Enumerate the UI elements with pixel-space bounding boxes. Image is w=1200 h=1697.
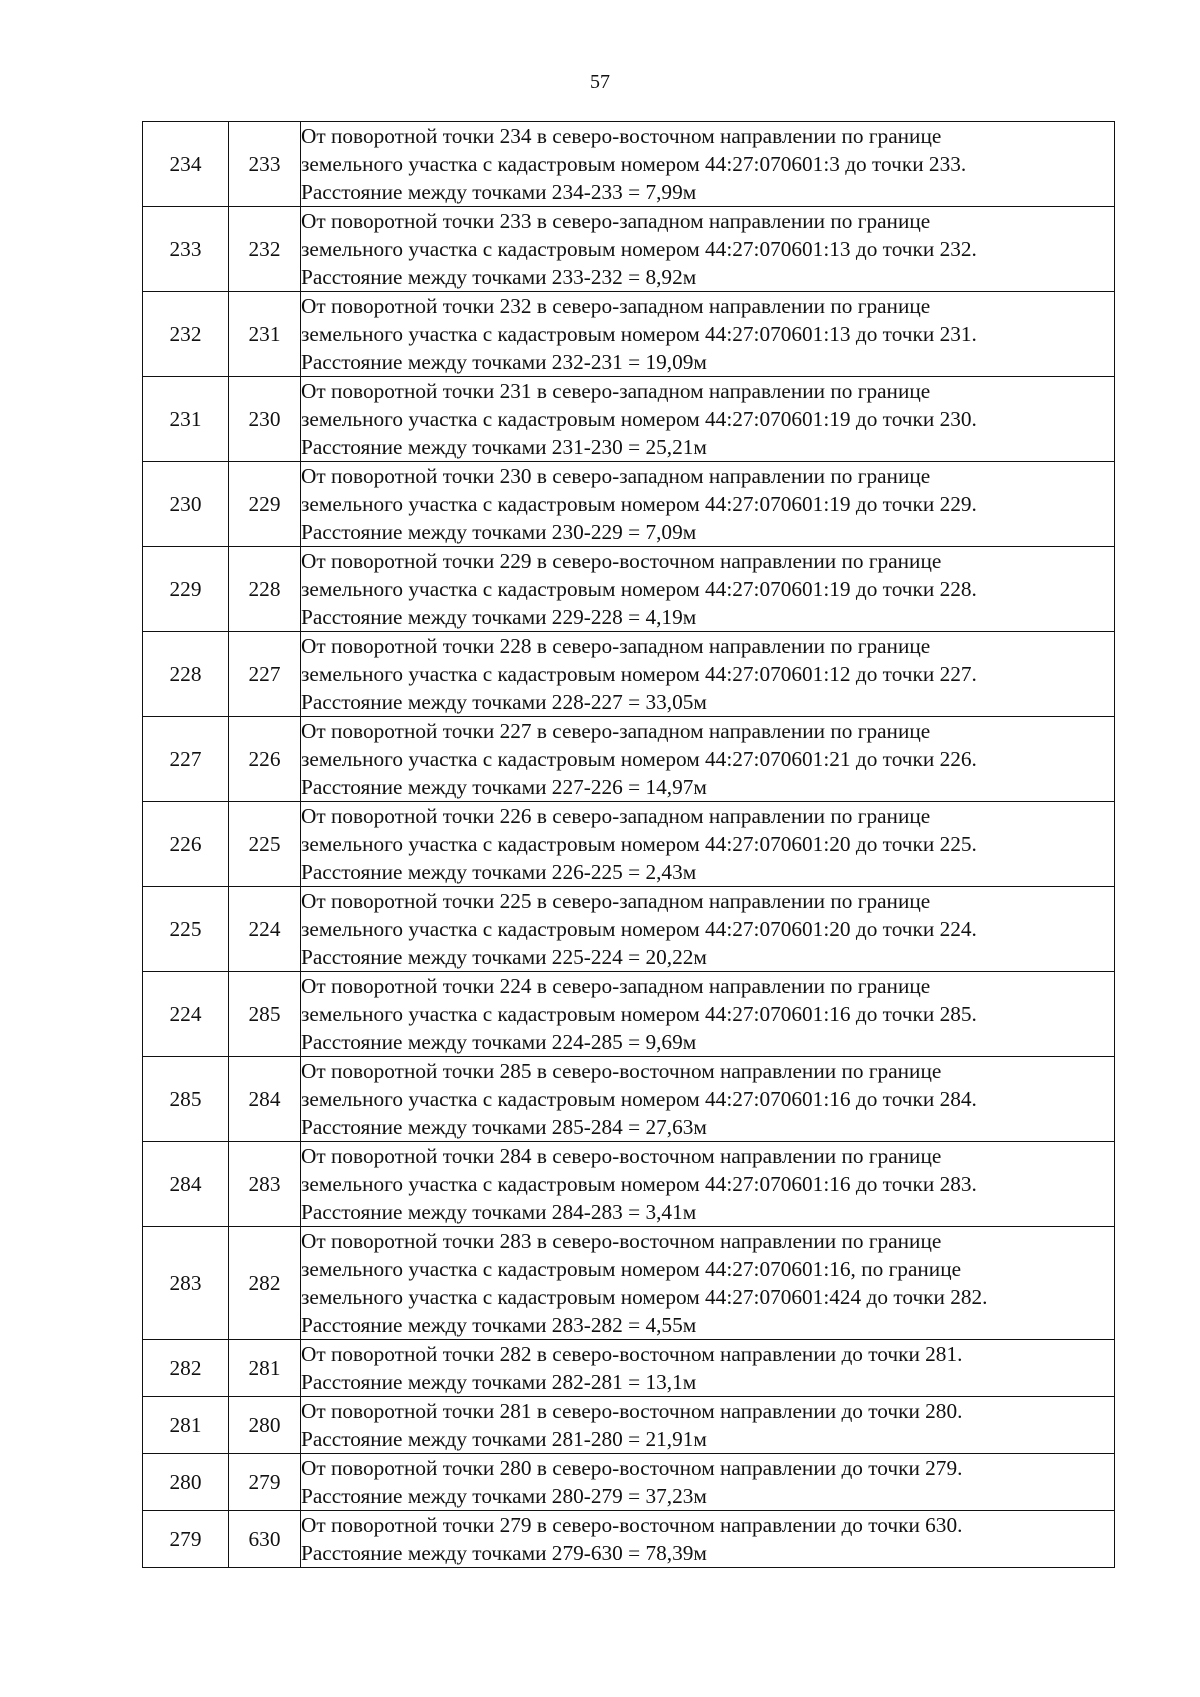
description-line: Расстояние между точками 281-280 = 21,91м (301, 1427, 707, 1451)
table-row (143, 462, 1115, 547)
segment-description-cell (301, 462, 1115, 547)
point-to-cell: 280 (229, 1397, 301, 1454)
point-from-cell: 281 (143, 1397, 229, 1454)
point-from-cell: 226 (143, 802, 229, 887)
description-line: земельного участка с кадастровым номером 44:27:070601:3 до точки 233. (301, 152, 967, 176)
table-row (143, 377, 1115, 462)
point-from-cell: 224 (143, 972, 229, 1057)
page-number: 57 (590, 71, 610, 93)
point-to-cell: 228 (229, 547, 301, 632)
segment-description-cell (301, 887, 1115, 972)
description-line: земельного участка с кадастровым номером 44:27:070601:19 до точки 229. (301, 492, 977, 516)
table-row (143, 632, 1115, 717)
point-to-cell: 282 (229, 1227, 301, 1340)
table-body (143, 122, 1115, 1568)
description-line: От поворотной точки 282 в северо-восточном направлении до точки 281. (301, 1342, 963, 1366)
description-line: земельного участка с кадастровым номером 44:27:070601:12 до точки 227. (301, 662, 977, 686)
table-row (143, 1340, 1115, 1397)
description-line: земельного участка с кадастровым номером 44:27:070601:20 до точки 224. (301, 917, 977, 941)
description-line: Расстояние между точками 226-225 = 2,43м (301, 860, 697, 884)
description-line: От поворотной точки 224 в северо-западном направлении по границе (301, 974, 931, 998)
point-to-cell: 283 (229, 1142, 301, 1227)
segment-description-cell (301, 717, 1115, 802)
description-line: От поворотной точки 230 в северо-западном направлении по границе (301, 464, 931, 488)
segment-description-cell (301, 207, 1115, 292)
segment-description-cell (301, 1142, 1115, 1227)
segment-description-cell (301, 122, 1115, 207)
description-line: Расстояние между точками 284-283 = 3,41м (301, 1200, 697, 1224)
description-line: Расстояние между точками 230-229 = 7,09м (301, 520, 697, 544)
description-line: Расстояние между точками 283-282 = 4,55м (301, 1313, 697, 1337)
description-line: земельного участка с кадастровым номером 44:27:070601:13 до точки 232. (301, 237, 977, 261)
point-to-cell: 224 (229, 887, 301, 972)
description-line: Расстояние между точками 231-230 = 25,21м (301, 435, 707, 459)
description-line: земельного участка с кадастровым номером 44:27:070601:16 до точки 283. (301, 1172, 977, 1196)
description-line: От поворотной точки 279 в северо-восточном направлении до точки 630. (301, 1513, 963, 1537)
description-line: Расстояние между точками 229-228 = 4,19м (301, 605, 697, 629)
description-line: Расстояние между точками 232-231 = 19,09м (301, 350, 707, 374)
point-to-cell: 630 (229, 1511, 301, 1568)
point-from-cell: 227 (143, 717, 229, 802)
description-line: От поворотной точки 229 в северо-восточном направлении по границе (301, 549, 942, 573)
description-line: земельного участка с кадастровым номером 44:27:070601:20 до точки 225. (301, 832, 977, 856)
segment-description-cell (301, 1340, 1115, 1397)
description-line: Расстояние между точками 285-284 = 27,63м (301, 1115, 707, 1139)
boundary-points-table (142, 121, 1115, 1568)
description-line: От поворотной точки 233 в северо-западном направлении по границе (301, 209, 931, 233)
table-row (143, 972, 1115, 1057)
description-line: Расстояние между точками 233-232 = 8,92м (301, 265, 697, 289)
description-line: От поворотной точки 283 в северо-восточном направлении по границе (301, 1229, 942, 1253)
point-from-cell: 280 (143, 1454, 229, 1511)
point-from-cell: 232 (143, 292, 229, 377)
point-from-cell: 229 (143, 547, 229, 632)
point-to-cell: 230 (229, 377, 301, 462)
point-to-cell: 233 (229, 122, 301, 207)
table-row (143, 547, 1115, 632)
point-from-cell: 230 (143, 462, 229, 547)
description-line: земельного участка с кадастровым номером 44:27:070601:424 до точки 282. (301, 1285, 988, 1309)
description-line: Расстояние между точками 224-285 = 9,69м (301, 1030, 697, 1054)
description-line: От поворотной точки 285 в северо-восточном направлении по границе (301, 1059, 942, 1083)
point-from-cell: 283 (143, 1227, 229, 1340)
description-line: От поворотной точки 231 в северо-западном направлении по границе (301, 379, 931, 403)
point-from-cell: 231 (143, 377, 229, 462)
point-from-cell: 234 (143, 122, 229, 207)
description-line: земельного участка с кадастровым номером 44:27:070601:13 до точки 231. (301, 322, 977, 346)
description-line: Расстояние между точками 282-281 = 13,1м (301, 1370, 697, 1394)
point-to-cell: 227 (229, 632, 301, 717)
table-row (143, 1142, 1115, 1227)
point-to-cell: 232 (229, 207, 301, 292)
segment-description-cell (301, 972, 1115, 1057)
description-line: Расстояние между точками 228-227 = 33,05м (301, 690, 707, 714)
segment-description-cell (301, 1454, 1115, 1511)
point-to-cell: 226 (229, 717, 301, 802)
segment-description-cell (301, 1397, 1115, 1454)
description-line: земельного участка с кадастровым номером 44:27:070601:21 до точки 226. (301, 747, 977, 771)
table-row (143, 1227, 1115, 1340)
point-to-cell: 284 (229, 1057, 301, 1142)
description-line: земельного участка с кадастровым номером 44:27:070601:19 до точки 230. (301, 407, 977, 431)
point-to-cell: 229 (229, 462, 301, 547)
point-from-cell: 285 (143, 1057, 229, 1142)
description-line: От поворотной точки 232 в северо-западном направлении по границе (301, 294, 931, 318)
description-line: От поворотной точки 281 в северо-восточном направлении до точки 280. (301, 1399, 963, 1423)
description-line: От поворотной точки 225 в северо-западном направлении по границе (301, 889, 931, 913)
table-row (143, 1397, 1115, 1454)
segment-description-cell (301, 632, 1115, 717)
description-line: Расстояние между точками 225-224 = 20,22м (301, 945, 707, 969)
description-line: От поворотной точки 234 в северо-восточном направлении по границе (301, 124, 942, 148)
description-line: От поворотной точки 228 в северо-западном направлении по границе (301, 634, 931, 658)
segment-description-cell (301, 802, 1115, 887)
table-row (143, 717, 1115, 802)
table-row (143, 207, 1115, 292)
description-line: От поворотной точки 280 в северо-восточном направлении до точки 279. (301, 1456, 963, 1480)
point-to-cell: 279 (229, 1454, 301, 1511)
description-line: От поворотной точки 226 в северо-западном направлении по границе (301, 804, 931, 828)
description-line: Расстояние между точками 280-279 = 37,23м (301, 1484, 707, 1508)
point-from-cell: 228 (143, 632, 229, 717)
point-from-cell: 225 (143, 887, 229, 972)
segment-description-cell (301, 1511, 1115, 1568)
segment-description-cell (301, 292, 1115, 377)
table-row (143, 1454, 1115, 1511)
table-row (143, 1057, 1115, 1142)
table-row (143, 292, 1115, 377)
description-line: Расстояние между точками 279-630 = 78,39м (301, 1541, 707, 1565)
point-to-cell: 225 (229, 802, 301, 887)
table-row (143, 887, 1115, 972)
description-line: Расстояние между точками 227-226 = 14,97м (301, 775, 707, 799)
point-from-cell: 279 (143, 1511, 229, 1568)
point-to-cell: 281 (229, 1340, 301, 1397)
segment-description-cell (301, 1227, 1115, 1340)
description-line: земельного участка с кадастровым номером 44:27:070601:19 до точки 228. (301, 577, 977, 601)
description-line: От поворотной точки 284 в северо-восточном направлении по границе (301, 1144, 942, 1168)
segment-description-cell (301, 547, 1115, 632)
description-line: земельного участка с кадастровым номером 44:27:070601:16, по границе (301, 1257, 962, 1281)
point-from-cell: 282 (143, 1340, 229, 1397)
description-line: От поворотной точки 227 в северо-западном направлении по границе (301, 719, 931, 743)
point-from-cell: 233 (143, 207, 229, 292)
description-line: земельного участка с кадастровым номером 44:27:070601:16 до точки 285. (301, 1002, 977, 1026)
table-row (143, 802, 1115, 887)
table-row (143, 1511, 1115, 1568)
description-line: земельного участка с кадастровым номером 44:27:070601:16 до точки 284. (301, 1087, 977, 1111)
description-line: Расстояние между точками 234-233 = 7,99м (301, 180, 697, 204)
table-row (143, 122, 1115, 207)
segment-description-cell (301, 1057, 1115, 1142)
point-to-cell: 285 (229, 972, 301, 1057)
segment-description-cell (301, 377, 1115, 462)
point-from-cell: 284 (143, 1142, 229, 1227)
point-to-cell: 231 (229, 292, 301, 377)
